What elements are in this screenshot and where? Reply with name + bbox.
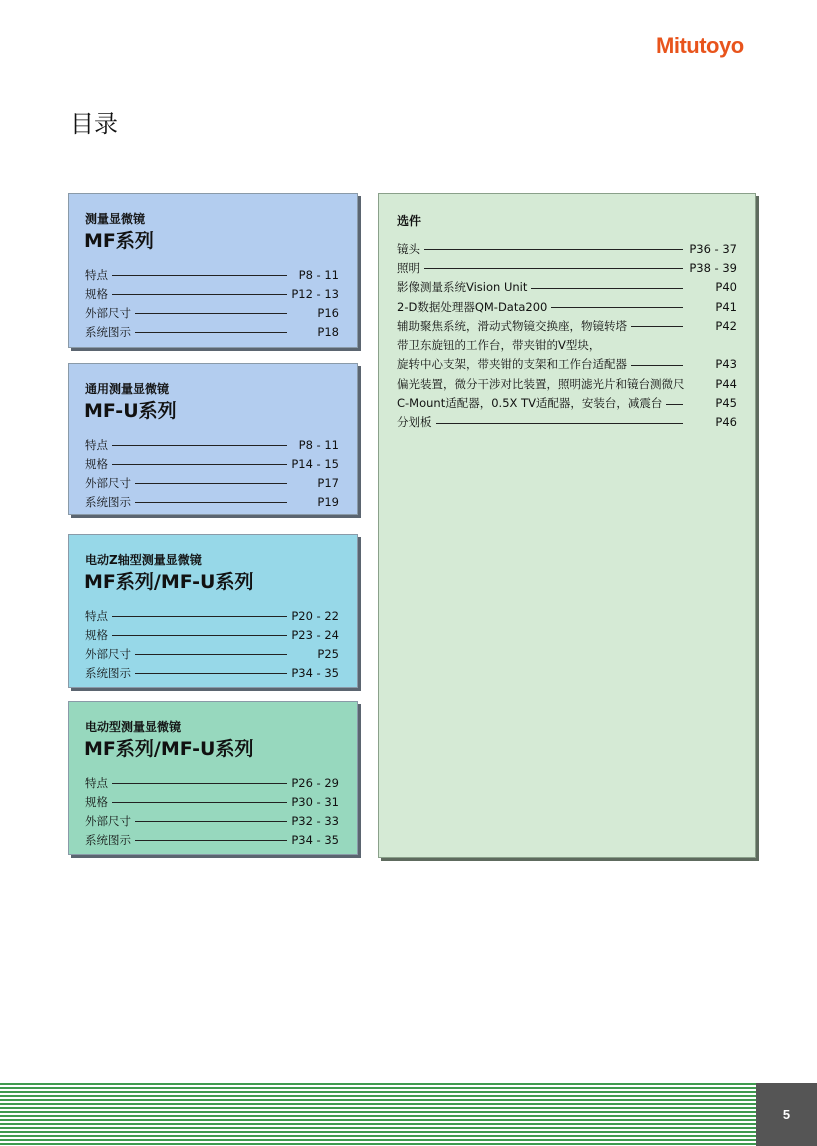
toc-entry[interactable] (397, 278, 737, 297)
leader-line (112, 464, 287, 465)
toc-entry[interactable] (85, 454, 339, 473)
card-motorized-series (68, 701, 358, 855)
page-title: 目录 (70, 110, 118, 138)
brand-logo: Mitutoyo (656, 33, 744, 58)
leader-line (135, 502, 287, 503)
toc-label: 规格 (85, 286, 108, 301)
toc-label: 系统图示 (85, 665, 131, 680)
toc-entry[interactable] (397, 239, 737, 258)
toc-label: 旋转中心支架，带夹钳的支架和工作台适配器 (397, 357, 627, 372)
toc-entry[interactable] (397, 297, 737, 316)
leader-line (112, 635, 287, 636)
toc-entry[interactable] (397, 374, 737, 393)
options-list (397, 239, 737, 432)
card-mf-series (68, 193, 358, 348)
toc-page: P23 - 24 (291, 627, 339, 642)
toc-page: P14 - 15 (291, 456, 339, 471)
leader-line (135, 654, 287, 655)
toc-list (85, 265, 339, 341)
toc-label: 特点 (85, 775, 108, 790)
toc-entry[interactable] (397, 355, 737, 374)
toc-list (85, 435, 339, 511)
toc-label: 照明 (397, 260, 420, 275)
toc-label: 特点 (85, 267, 108, 282)
page-number: 5 (756, 1083, 817, 1146)
toc-entry[interactable] (85, 792, 339, 811)
leader-line (436, 423, 684, 424)
toc-label: 系统图示 (85, 494, 131, 509)
toc-label: 偏光装置，微分干涉对比装置，照明滤光片和镜台测微尺 (397, 376, 685, 391)
toc-label: 外部尺寸 (85, 305, 131, 320)
toc-label: 规格 (85, 627, 108, 642)
card-subtitle: 电动Z轴型测量显微镜 (85, 553, 202, 567)
toc-page: P34 - 35 (291, 665, 339, 680)
leader-line (112, 783, 287, 784)
leader-line (112, 616, 287, 617)
options-panel (378, 193, 756, 858)
toc-page: P25 (317, 646, 339, 661)
card-motorized-z-series (68, 534, 358, 688)
toc-entry[interactable] (85, 830, 339, 849)
leader-line (631, 365, 683, 366)
toc-page: P44 (715, 376, 737, 391)
leader-line (112, 445, 287, 446)
leader-line (631, 326, 683, 327)
toc-entry[interactable] (397, 393, 737, 412)
toc-page: P12 - 13 (291, 286, 339, 301)
toc-label: 外部尺寸 (85, 646, 131, 661)
toc-page: P46 (715, 415, 737, 430)
toc-label: C-Mount适配器，0.5X TV适配器，安装台，减震台 (397, 396, 663, 411)
card-heading: MF系列/MF-U系列 (84, 738, 254, 760)
toc-label: 外部尺寸 (85, 813, 131, 828)
toc-page: P32 - 33 (291, 813, 339, 828)
toc-entry[interactable] (397, 258, 737, 277)
toc-label: 分划板 (397, 415, 432, 430)
toc-page: P36 - 37 (689, 241, 737, 256)
toc-entry[interactable] (397, 316, 737, 335)
leader-line (135, 313, 287, 314)
toc-entry-continued[interactable] (397, 335, 737, 354)
toc-entry[interactable] (85, 663, 339, 682)
toc-label: 带卫东旋钮的工作台，带夹钳的V型块， (397, 338, 601, 353)
toc-entry[interactable] (397, 413, 737, 432)
toc-label: 影像测量系统Vision Unit (397, 280, 528, 295)
leader-line (531, 288, 683, 289)
toc-entry[interactable] (85, 644, 339, 663)
toc-page: P34 - 35 (291, 832, 339, 847)
toc-entry[interactable] (85, 435, 339, 454)
toc-page: P45 (715, 396, 737, 411)
toc-entry[interactable] (85, 773, 339, 792)
toc-page: P41 (715, 299, 737, 314)
toc-entry[interactable] (85, 473, 339, 492)
toc-entry[interactable] (85, 265, 339, 284)
toc-page: P8 - 11 (298, 267, 339, 282)
card-subtitle: 电动型测量显微镜 (85, 720, 182, 734)
toc-page: P42 (715, 318, 737, 333)
toc-label: 辅助聚焦系统，滑动式物镜交换座，物镜转塔 (397, 318, 627, 333)
toc-label: 系统图示 (85, 832, 131, 847)
toc-page: P17 (317, 475, 339, 490)
toc-page: P43 (715, 357, 737, 372)
toc-page: P40 (715, 280, 737, 295)
toc-label: 特点 (85, 608, 108, 623)
toc-page: P20 - 22 (291, 608, 339, 623)
toc-page: P16 (317, 305, 339, 320)
card-subtitle: 测量显微镜 (85, 212, 146, 226)
toc-entry[interactable] (85, 625, 339, 644)
leader-line (112, 802, 287, 803)
options-title: 选件 (397, 214, 422, 228)
card-heading: MF系列/MF-U系列 (84, 571, 254, 593)
toc-entry[interactable] (85, 322, 339, 341)
leader-line (112, 294, 287, 295)
card-mf-u-series (68, 363, 358, 515)
toc-label: 镜头 (397, 241, 420, 256)
card-heading: MF-U系列 (84, 400, 177, 422)
toc-label: 规格 (85, 794, 108, 809)
card-heading: MF系列 (84, 230, 154, 252)
toc-entry[interactable] (85, 303, 339, 322)
toc-page: P38 - 39 (689, 260, 737, 275)
toc-page: P26 - 29 (291, 775, 339, 790)
leader-line (424, 249, 683, 250)
toc-label: 规格 (85, 456, 108, 471)
card-subtitle: 通用测量显微镜 (85, 382, 170, 396)
leader-line (135, 332, 287, 333)
toc-label: 系统图示 (85, 324, 131, 339)
leader-line (666, 404, 683, 405)
leader-line (424, 268, 683, 269)
leader-line (135, 673, 287, 674)
toc-entry[interactable] (85, 606, 339, 625)
leader-line (135, 840, 287, 841)
footer-stripes (0, 1083, 756, 1146)
toc-page: P30 - 31 (291, 794, 339, 809)
toc-entry[interactable] (85, 811, 339, 830)
toc-label: 外部尺寸 (85, 475, 131, 490)
leader-line (112, 275, 287, 276)
toc-list (85, 606, 339, 682)
toc-list (85, 773, 339, 849)
toc-label: 2-D数据处理器QM-Data200 (397, 299, 548, 314)
leader-line (551, 307, 683, 308)
toc-page: P18 (317, 324, 339, 339)
toc-page: P8 - 11 (298, 437, 339, 452)
toc-entry[interactable] (85, 284, 339, 303)
leader-line (135, 821, 287, 822)
toc-entry[interactable] (85, 492, 339, 511)
toc-label: 特点 (85, 437, 108, 452)
leader-line (135, 483, 287, 484)
toc-page: P19 (317, 494, 339, 509)
